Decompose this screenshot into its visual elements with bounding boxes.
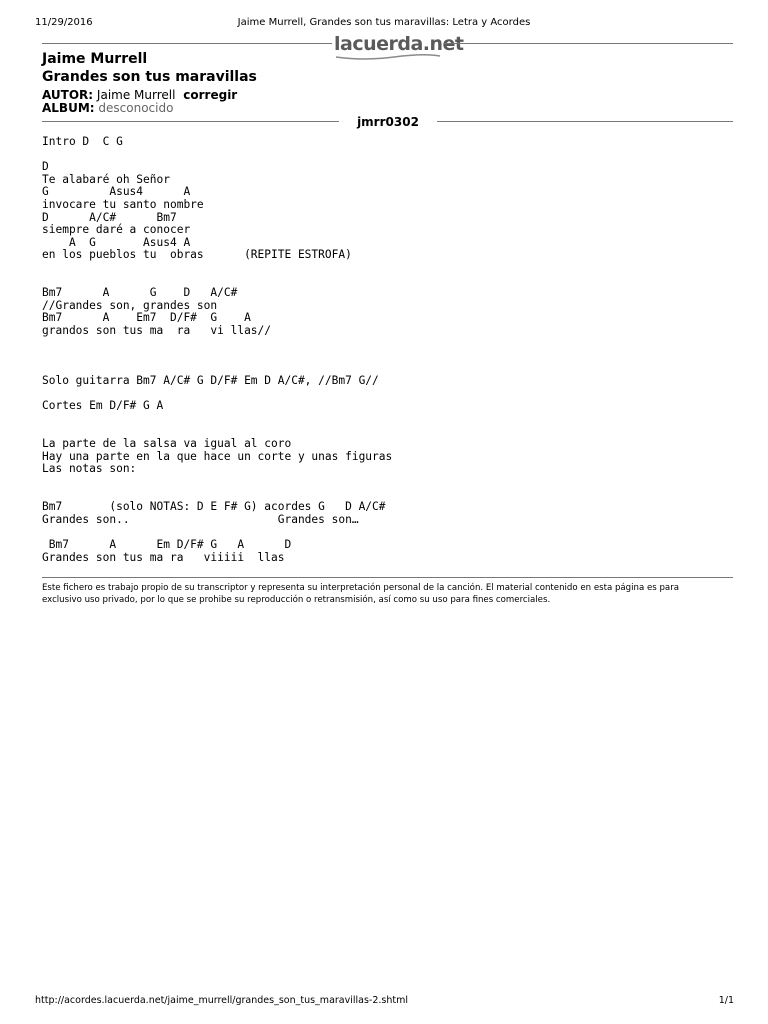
chord-line: Grandes son.. Grandes son… — [42, 512, 359, 526]
transcriber-name[interactable]: jmrr0302 — [357, 115, 419, 129]
chord-line — [42, 262, 742, 275]
chord-line — [42, 476, 742, 489]
divider — [42, 43, 332, 44]
chord-line: Bm7 A Em7 D/F# G A — [42, 311, 251, 325]
chord-line: Hay una parte en la que hace un corte y unas figuras — [42, 449, 393, 463]
print-title: Jaime Murrell, Grandes son tus maravillas: Letra y Acordes — [237, 17, 531, 28]
chord-line: en los pueblos tu obras (REPITE ESTROFA) — [42, 248, 352, 262]
corregir-link[interactable]: corregir — [183, 88, 238, 102]
autor-value[interactable]: Jaime Murrell — [96, 88, 176, 102]
chord-line: invocare tu santo nombre — [42, 197, 204, 211]
logo-text: lacuerda.net — [334, 33, 464, 55]
chord-line: D A/C# Bm7 — [42, 210, 177, 224]
chord-line — [42, 338, 742, 351]
chord-line: Te alabaré oh Señor — [42, 172, 170, 186]
print-page-number: 1/1 — [718, 995, 734, 1006]
print-header — [0, 17, 768, 31]
meta-album — [42, 101, 173, 115]
chord-line: //Grandes son, grandes son — [42, 298, 218, 312]
chord-line: D — [42, 160, 49, 174]
chord-sheet — [42, 136, 742, 564]
chord-line: siempre daré a conocer — [42, 223, 191, 237]
site-logo[interactable] — [334, 33, 464, 61]
chord-line: Solo guitarra Bm7 A/C# G D/F# Em D A/C#, //Bm7 G// — [42, 374, 379, 388]
chord-line: grandos son tus ma ra vi llas// — [42, 323, 272, 337]
print-url: http://acordes.lacuerda.net/jaime_murrell/grandes_son_tus_maravillas-2.shtml — [35, 995, 409, 1006]
chord-line: Las notas son: — [42, 462, 137, 476]
autor-label: AUTOR: — [42, 88, 94, 102]
chord-line: Bm7 A G D A/C# — [42, 286, 238, 300]
chord-line: Grandes son tus ma ra viiiii llas — [42, 550, 285, 564]
album-label: ALBUM: — [42, 101, 95, 115]
song-title: Grandes son tus maravillas — [42, 69, 257, 85]
divider — [444, 43, 733, 44]
print-date: 11/29/2016 — [35, 17, 93, 28]
divider — [437, 121, 733, 122]
logo-swirl-icon — [334, 53, 442, 61]
chord-line — [42, 350, 742, 363]
chord-line: A G Asus4 A — [42, 235, 191, 249]
chord-line — [42, 149, 742, 162]
album-value: desconocido — [98, 101, 174, 115]
chord-line: La parte de la salsa va igual al coro — [42, 437, 292, 451]
song-artist[interactable]: Jaime Murrell — [42, 51, 148, 67]
disclaimer-text: Este fichero es trabajo propio de su transcriptor y representa su interpretación personal de la canción. El material contenido en esta página es para exclusivo uso privado, por lo que se prohibe su reproducción o retransmisión, así como su uso para fines comerciales. — [42, 583, 679, 605]
chord-line: G Asus4 A — [42, 185, 191, 199]
divider — [42, 577, 733, 578]
chord-line — [42, 413, 742, 426]
chord-line: Bm7 (solo NOTAS: D E F# G) acordes G D A/C# — [42, 500, 386, 514]
chord-line: Bm7 A Em D/F# G A D — [42, 538, 292, 551]
chord-line: Intro D C G — [42, 135, 123, 148]
divider — [42, 121, 339, 122]
chord-line: Cortes Em D/F# G A — [42, 399, 164, 413]
meta-autor — [42, 88, 237, 102]
